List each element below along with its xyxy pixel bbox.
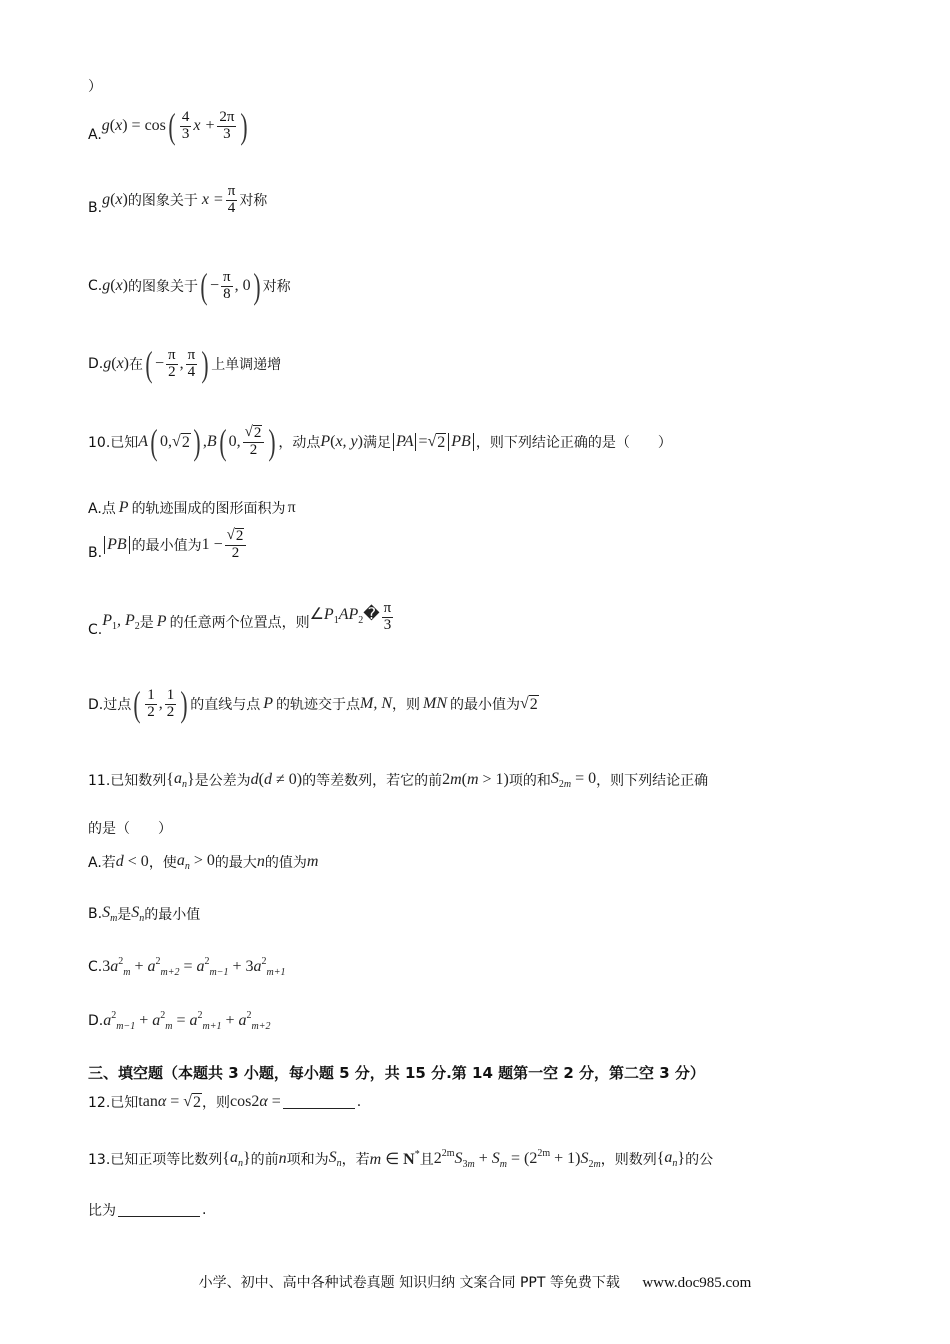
q10-option-a: A.点 P 的轨迹围成的图形面积为 π: [88, 499, 296, 517]
answer-blank[interactable]: [118, 1204, 200, 1217]
section-title: 三、填空题（本题共 3 小题，每小题 5 分，共 15 分.第 14 题第一空 2 分，第二空 3 分）: [88, 1064, 705, 1082]
math-paren: (: [168, 106, 176, 146]
math-fraction: $\frac{4}{3}$: [181, 108, 190, 142]
q10-option-d: D.过点 ( $\frac{1}{2}$ , $\frac{1}{2}$ ) 的直线与点 P 的轨迹交于点 M, N ，则 MN 的最小值为 √ 2: [88, 684, 538, 724]
q10-option-b: B. PB 的最小值为 1 − √ 2 2: [88, 528, 248, 562]
q9-option-d: D. g(x) 在 ( − $\frac{\pi}{2}$ , $\frac{\pi}{4}$ ) 上单调递增: [88, 344, 282, 384]
footer-url[interactable]: www.doc985.com: [642, 1275, 752, 1291]
q11-option-a: A.若 d < 0 ，使 $a_n > 0$ 的最大 n 的值为 m: [88, 852, 319, 872]
answer-blank[interactable]: [283, 1096, 355, 1109]
q13-stem: 13.已知正项等比数列 { $a_n$ } 的前 n 项和为 $S_n$ ，若 m ∈ N* 且 $2^{2m}S_{3m} + S_m = (2^{2m} + 1)S_{2m}$ ，则数列 { $a_n$ } 的公: [88, 1148, 714, 1170]
q11-option-c: C. $3a^2_m + a^2_{m+2} = a^2_{m-1} + 3a^2_{m+1}$: [88, 956, 286, 978]
q11-stem: 11.已知数列 { $a_n$ } 是公差为 d(d ≠ 0) 的等差数列，若它的前 2m(m > 1) 项的和 $S_{2m} = 0$ ，则下列结论正确: [88, 770, 709, 790]
q12-stem: 12.已知 tanα = √ 2 ，则 cos2α = .: [88, 1092, 362, 1111]
page-footer: [0, 1272, 950, 1292]
math-expression: g(x) = cos: [101, 117, 166, 134]
q11-option-b: B. $S_m$ 是 $S_n$ 的最小值: [88, 904, 201, 924]
q9-option-b: B. g(x) 的图象关于 x = $\frac{\pi}{4}$ 对称: [88, 183, 268, 217]
q11-option-d: D. $a^2_{m-1} + a^2_m = a^2_{m+1} + a^2_{m+2}$: [88, 1010, 271, 1032]
math-fraction: $\frac{2\pi}{3}$: [219, 108, 235, 142]
q11-stem-line2: 的是（ ）: [88, 821, 172, 837]
q9-option-c: C. g(x) 的图象关于 ( − $\frac{\pi}{8}$ , 0 ) 对称: [88, 266, 291, 306]
q10-stem: 10.已知 A ( 0, √ 2 ) , B ( 0, √ 2 2 ) ，动点 P(x, y) 满足 PA = √ 2 PB ，则下列结论正确的是（ ）: [88, 422, 672, 462]
q9-top-paren: ）: [88, 79, 102, 95]
footer-text: 小学、初中、高中各种试卷真题 知识归纳 文案合同 PPT 等免费下载: [198, 1275, 620, 1291]
q13-line2: 比为 .: [88, 1202, 207, 1219]
q10-option-c: C. $P_1$, $P_2$ 是 P 的任意两个位置点，则 $\angle P_1AP_2�$ $\frac{\pi}{3}$: [88, 599, 392, 638]
q9-option-a: A. g(x) = cos ( $\frac{4}{3}$ x + $\frac{2\pi}{3}$ ): [88, 106, 248, 146]
